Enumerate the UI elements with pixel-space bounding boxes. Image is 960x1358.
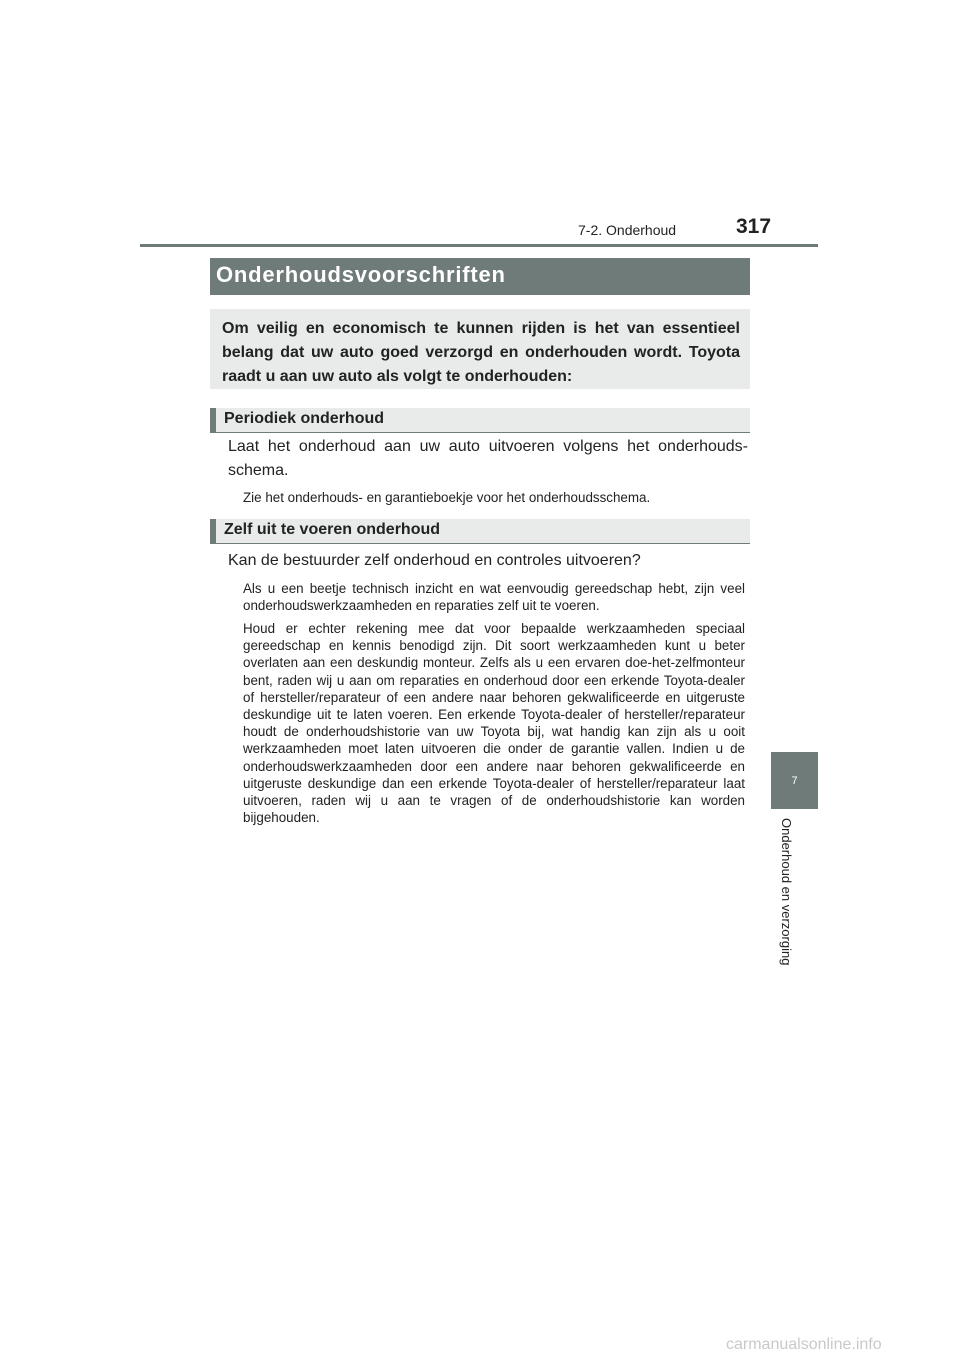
diy-maintenance-note-2: Houd er echter rekening mee dat voor bepaalde werkzaamheden speciaal gereedschap en kennis benodigd zijn. Dit soort werkzaamheden kunt u beter overlaten aan een deskundig monteur. Zelfs als u een ervaren doe-het-zelfmonteur bent, raden wij u aan om reparaties en onderhoud door een erkende Toyota-dealer of hersteller/reparateur of een andere naar behoren gekwalificeerde en uitgeruste deskundige uit te laten voeren. Een erkende Toyota-dealer of hersteller/reparateur houdt de onderhoudshistorie van uw Toyota bij, wat handig kan zijn als u ooit werkzaamheden moet laten uitvoeren die onder de garantie vallen. Indien u de onderhoudswerkzaamheden door een andere naar behoren gekwalificeerde en uitgeruste deskundige dan een erkende Toyota-dealer of hersteller/reparateur laat uitvoeren, raden wij u aan te vragen of de onderhoudshistorie kan worden bijgehouden. bbox=[243, 621, 745, 826]
periodic-maintenance-body: Laat het onderhoud aan uw auto uitvoeren volgens het onderhoudsschema. bbox=[228, 438, 748, 479]
intro-box: Om veilig en economisch te kunnen rijden is het van essentieel belang dat uw auto goed verzorgd en onderhouden wordt. Toyota raadt u aan uw auto als volgt te onderhouden: bbox=[210, 309, 750, 389]
periodic-maintenance-heading: Periodiek onderhoud bbox=[210, 408, 750, 433]
diy-maintenance-heading: Zelf uit te voeren onderhoud bbox=[210, 519, 750, 544]
chapter-tab[interactable] bbox=[771, 752, 818, 809]
watermark: carmanualsonline.info bbox=[726, 1336, 882, 1353]
chapter-number: 7 bbox=[791, 774, 798, 787]
header-section: 7-2. Onderhoud bbox=[578, 222, 677, 238]
chapter-title: Onderhoud en verzorging bbox=[779, 818, 794, 966]
diy-maintenance-body: Kan de bestuurder zelf onderhoud en controles uitvoeren? bbox=[228, 552, 641, 569]
header-rule bbox=[140, 244, 818, 247]
page-title: Onderhoudsvoorschriften bbox=[210, 258, 750, 295]
page-number: 317 bbox=[736, 215, 772, 238]
periodic-maintenance-note: Zie het onderhouds- en garantieboekje voor het onderhoudsschema. bbox=[243, 490, 651, 505]
diy-maintenance-note-1: Als u een beetje technisch inzicht en wat eenvoudig gereedschap hebt, zijn veel onderhoudswerkzaamheden en reparaties zelf uit te voeren. bbox=[243, 581, 745, 614]
